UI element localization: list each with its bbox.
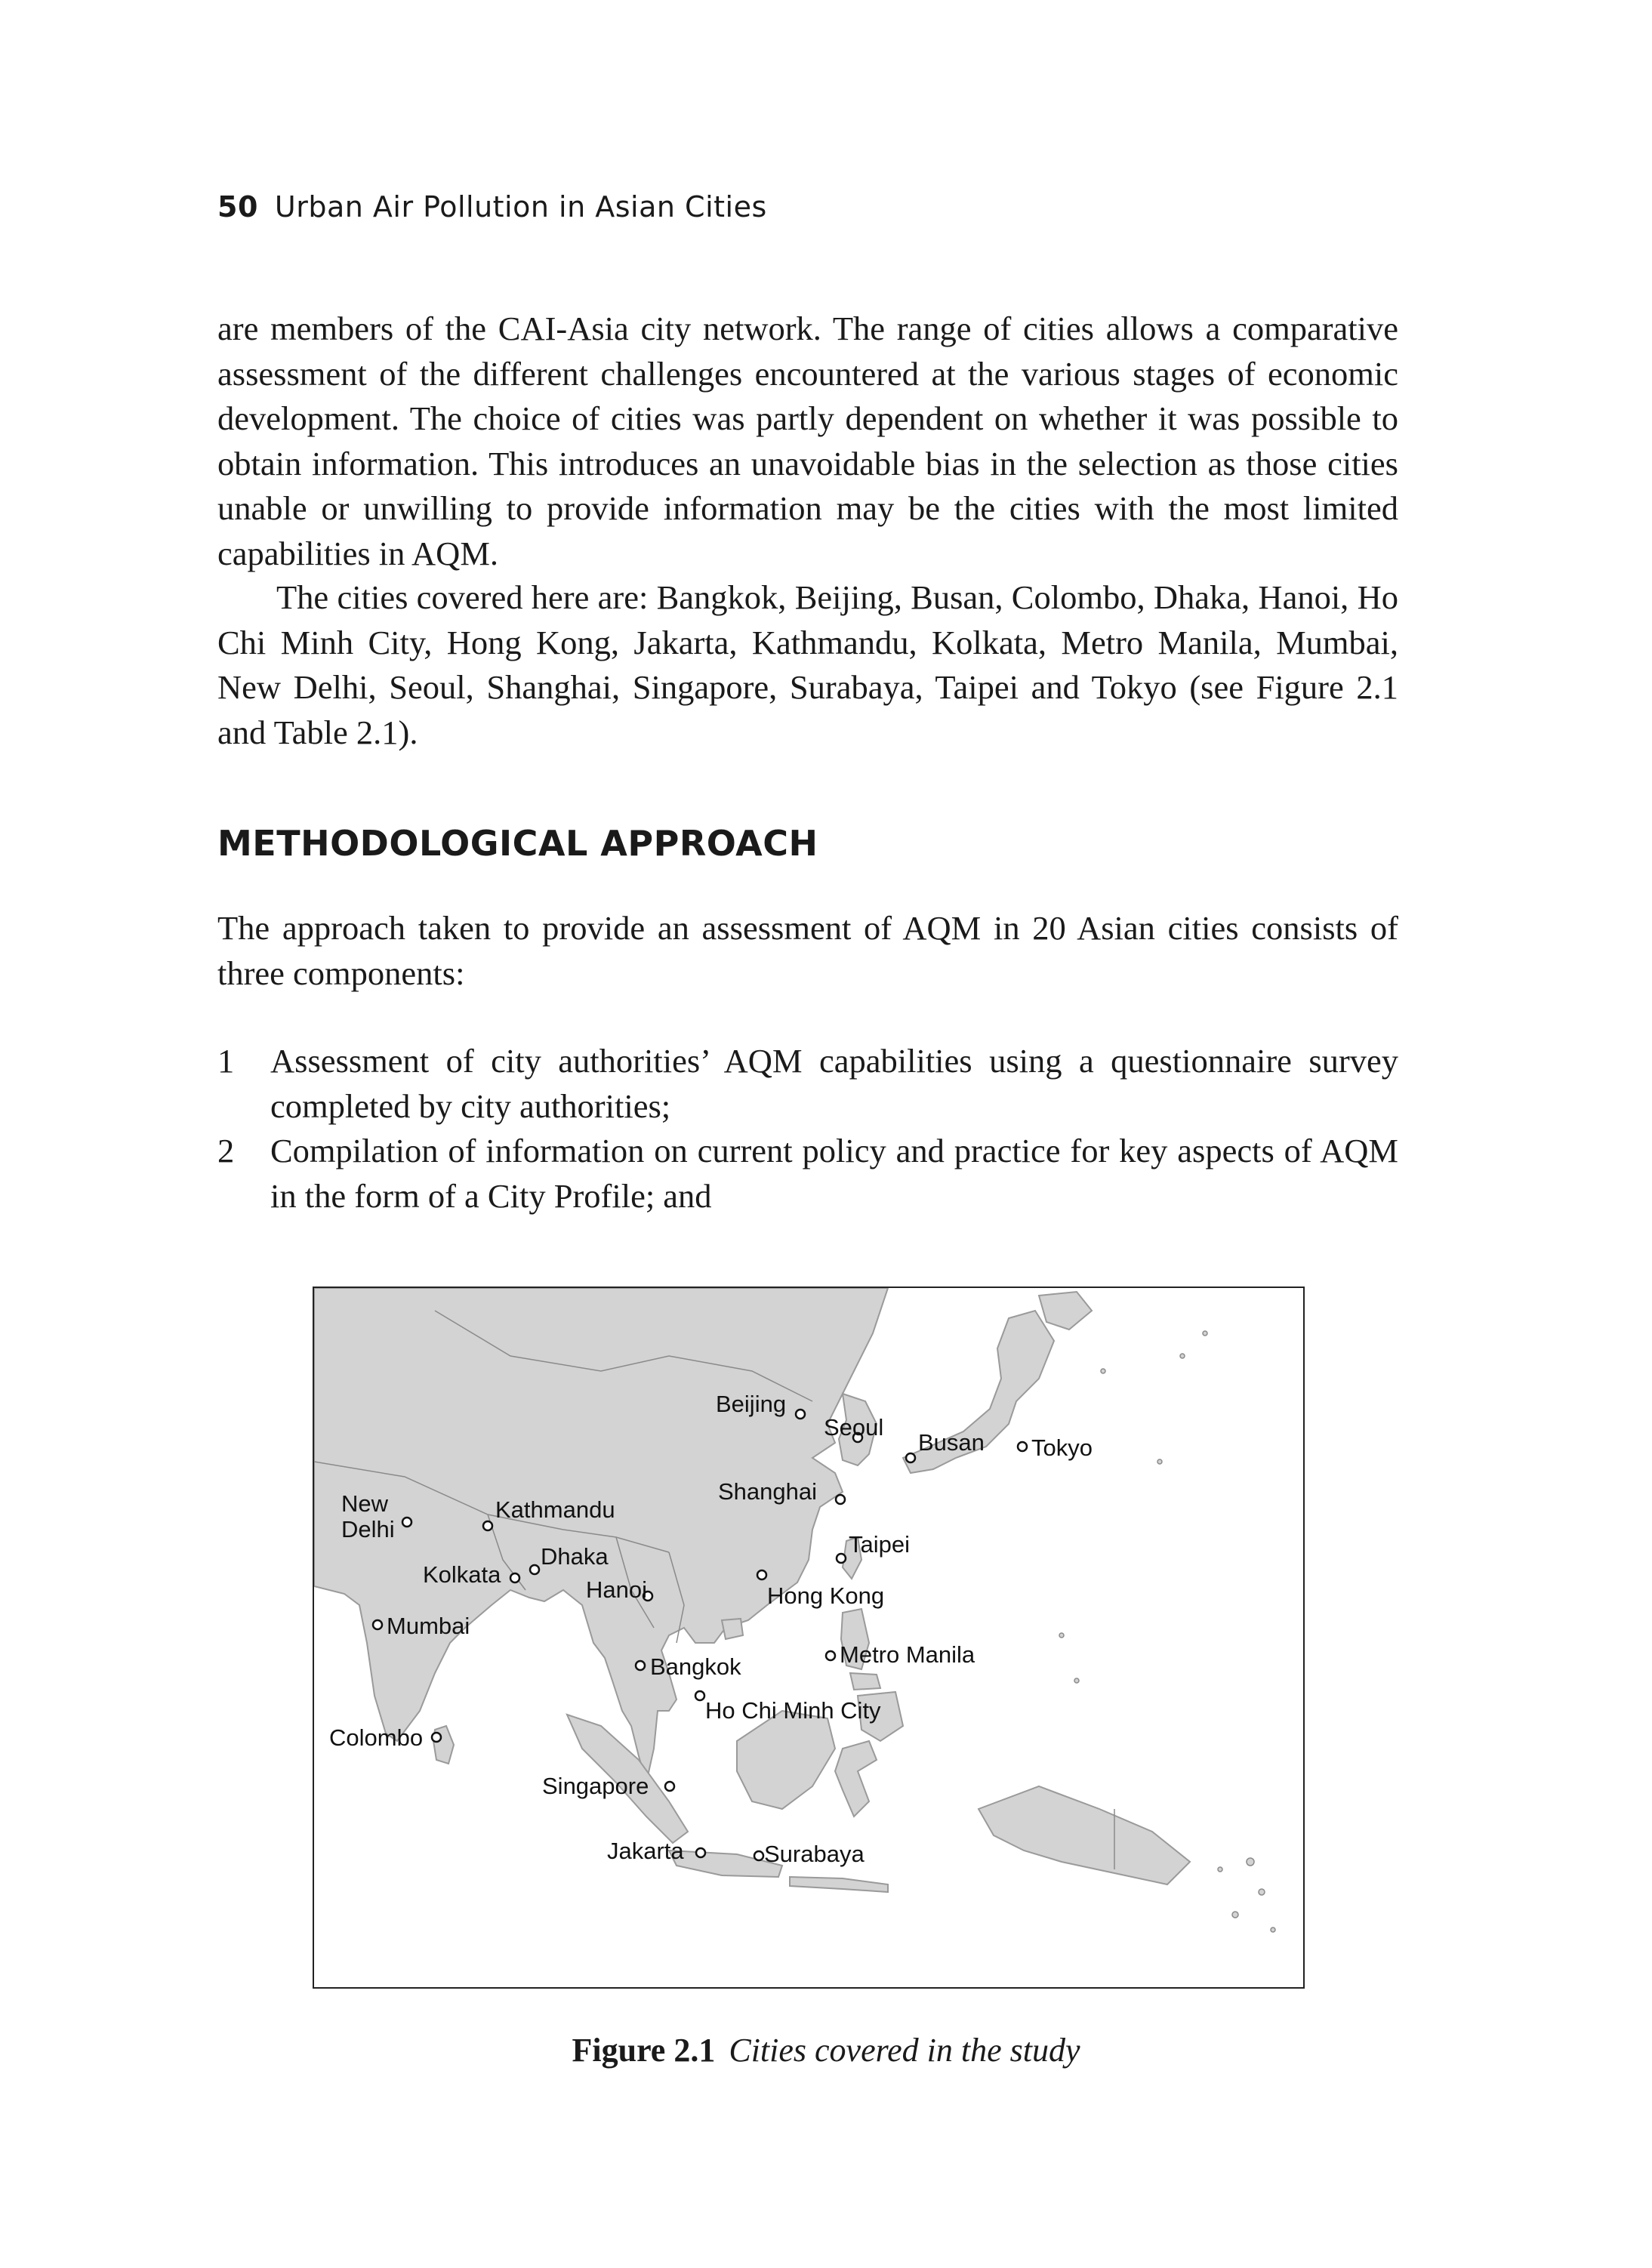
city-label-colombo: Colombo xyxy=(329,1724,424,1751)
figure-caption xyxy=(0,2031,1652,2069)
city-marker xyxy=(402,1518,411,1527)
city-label-metro-manila: Metro Manila xyxy=(840,1641,975,1668)
city-label-beijing: Beijing xyxy=(716,1391,787,1417)
figure-caption-text: Cities covered in the study xyxy=(729,2032,1080,2069)
list-text: Assessment of city authorities’ AQM capabilities using a questionnaire survey completed by city authorities; xyxy=(270,1042,1398,1125)
body-paragraph-3: The approach taken to provide an assessment of AQM in 20 Asian cities consists of three components: xyxy=(217,909,1398,992)
landmass-hainan xyxy=(722,1619,743,1639)
city-marker xyxy=(837,1554,846,1563)
list-number: 2 xyxy=(217,1132,235,1169)
list-item xyxy=(217,1039,1398,1129)
city-label-tokyo: Tokyo xyxy=(1031,1434,1093,1461)
list-item xyxy=(217,1129,1398,1219)
city-marker xyxy=(1018,1442,1027,1451)
list-number: 1 xyxy=(217,1042,235,1080)
city-label-dhaka: Dhaka xyxy=(541,1543,609,1570)
city-label-hong-kong: Hong Kong xyxy=(767,1582,885,1609)
city-label-surabaya: Surabaya xyxy=(764,1841,865,1867)
city-marker xyxy=(636,1661,645,1670)
city-marker xyxy=(836,1495,845,1504)
list-text: Compilation of information on current policy and practice for key aspects of AQM in the form of a City Profile; and xyxy=(270,1132,1398,1215)
city-marker xyxy=(510,1573,519,1582)
city-marker xyxy=(665,1782,674,1791)
section-heading: METHODOLOGICAL APPROACH xyxy=(217,823,818,864)
city-marker xyxy=(906,1453,915,1462)
city-marker xyxy=(695,1691,704,1700)
city-marker xyxy=(530,1565,539,1574)
running-head xyxy=(217,190,767,223)
page-number: 50 xyxy=(217,190,258,223)
running-title: Urban Air Pollution in Asian Cities xyxy=(274,190,767,223)
city-label-hanoi: Hanoi xyxy=(586,1576,647,1603)
city-marker xyxy=(373,1620,382,1629)
city-label-new-delhi-line2: Delhi xyxy=(341,1516,395,1542)
city-label-kathmandu: Kathmandu xyxy=(495,1496,615,1523)
landmass-hokkaido xyxy=(1039,1292,1092,1330)
body-paragraph-1: are members of the CAI-Asia city network. The range of cities allows a comparative assessment of the different challenges encountered at the various stages of economic development. The choice of cities was partly dependent on whether it was possible to obtain information. This introduces an unavoidable bias in the selection as those cities unable or unwilling to provide information may be the cities with the most limited capabilities in AQM. xyxy=(217,310,1398,572)
landmass-sulawesi xyxy=(835,1741,877,1817)
city-label-seoul: Seoul xyxy=(824,1414,884,1441)
landmass-borneo xyxy=(737,1711,835,1809)
asia-map xyxy=(314,1288,1303,1987)
city-label-new-delhi-line1: New xyxy=(341,1490,389,1517)
city-label-kolkata: Kolkata xyxy=(423,1561,501,1588)
city-label-busan: Busan xyxy=(918,1429,985,1456)
landmass-new-guinea xyxy=(979,1786,1190,1884)
numbered-list xyxy=(217,1039,1398,1219)
city-label-taipei: Taipei xyxy=(849,1531,910,1558)
city-label-ho-chi-minh: Ho Chi Minh City xyxy=(705,1697,881,1724)
landmass-lesser-sunda xyxy=(790,1877,888,1892)
city-label-mumbai: Mumbai xyxy=(387,1613,470,1639)
city-label-shanghai: Shanghai xyxy=(718,1478,818,1505)
city-marker xyxy=(432,1733,441,1742)
city-label-singapore: Singapore xyxy=(542,1773,649,1799)
city-marker xyxy=(796,1410,805,1419)
city-marker xyxy=(757,1570,766,1579)
city-marker xyxy=(696,1848,705,1857)
figure-number: Figure 2.1 xyxy=(572,2032,716,2069)
map-figure xyxy=(313,1287,1305,1989)
city-marker xyxy=(826,1651,835,1660)
city-label-bangkok: Bangkok xyxy=(650,1653,741,1680)
landmass-visayas xyxy=(850,1673,880,1690)
city-marker xyxy=(483,1521,492,1530)
city-marker xyxy=(754,1851,763,1860)
city-label-jakarta: Jakarta xyxy=(607,1838,684,1864)
body-paragraph-2: The cities covered here are: Bangkok, Beijing, Busan, Colombo, Dhaka, Hanoi, Ho Chi Minh City, Hong Kong, Jakarta, Kathmandu, Kolkata, Metro Manila, Mumbai, New Delhi, Seoul, Shanghai, Singapore, Surabaya, Taipei and Tokyo (see Figure 2.1 and Table 2.1). xyxy=(217,578,1398,751)
landmass-sri-lanka xyxy=(433,1726,454,1764)
